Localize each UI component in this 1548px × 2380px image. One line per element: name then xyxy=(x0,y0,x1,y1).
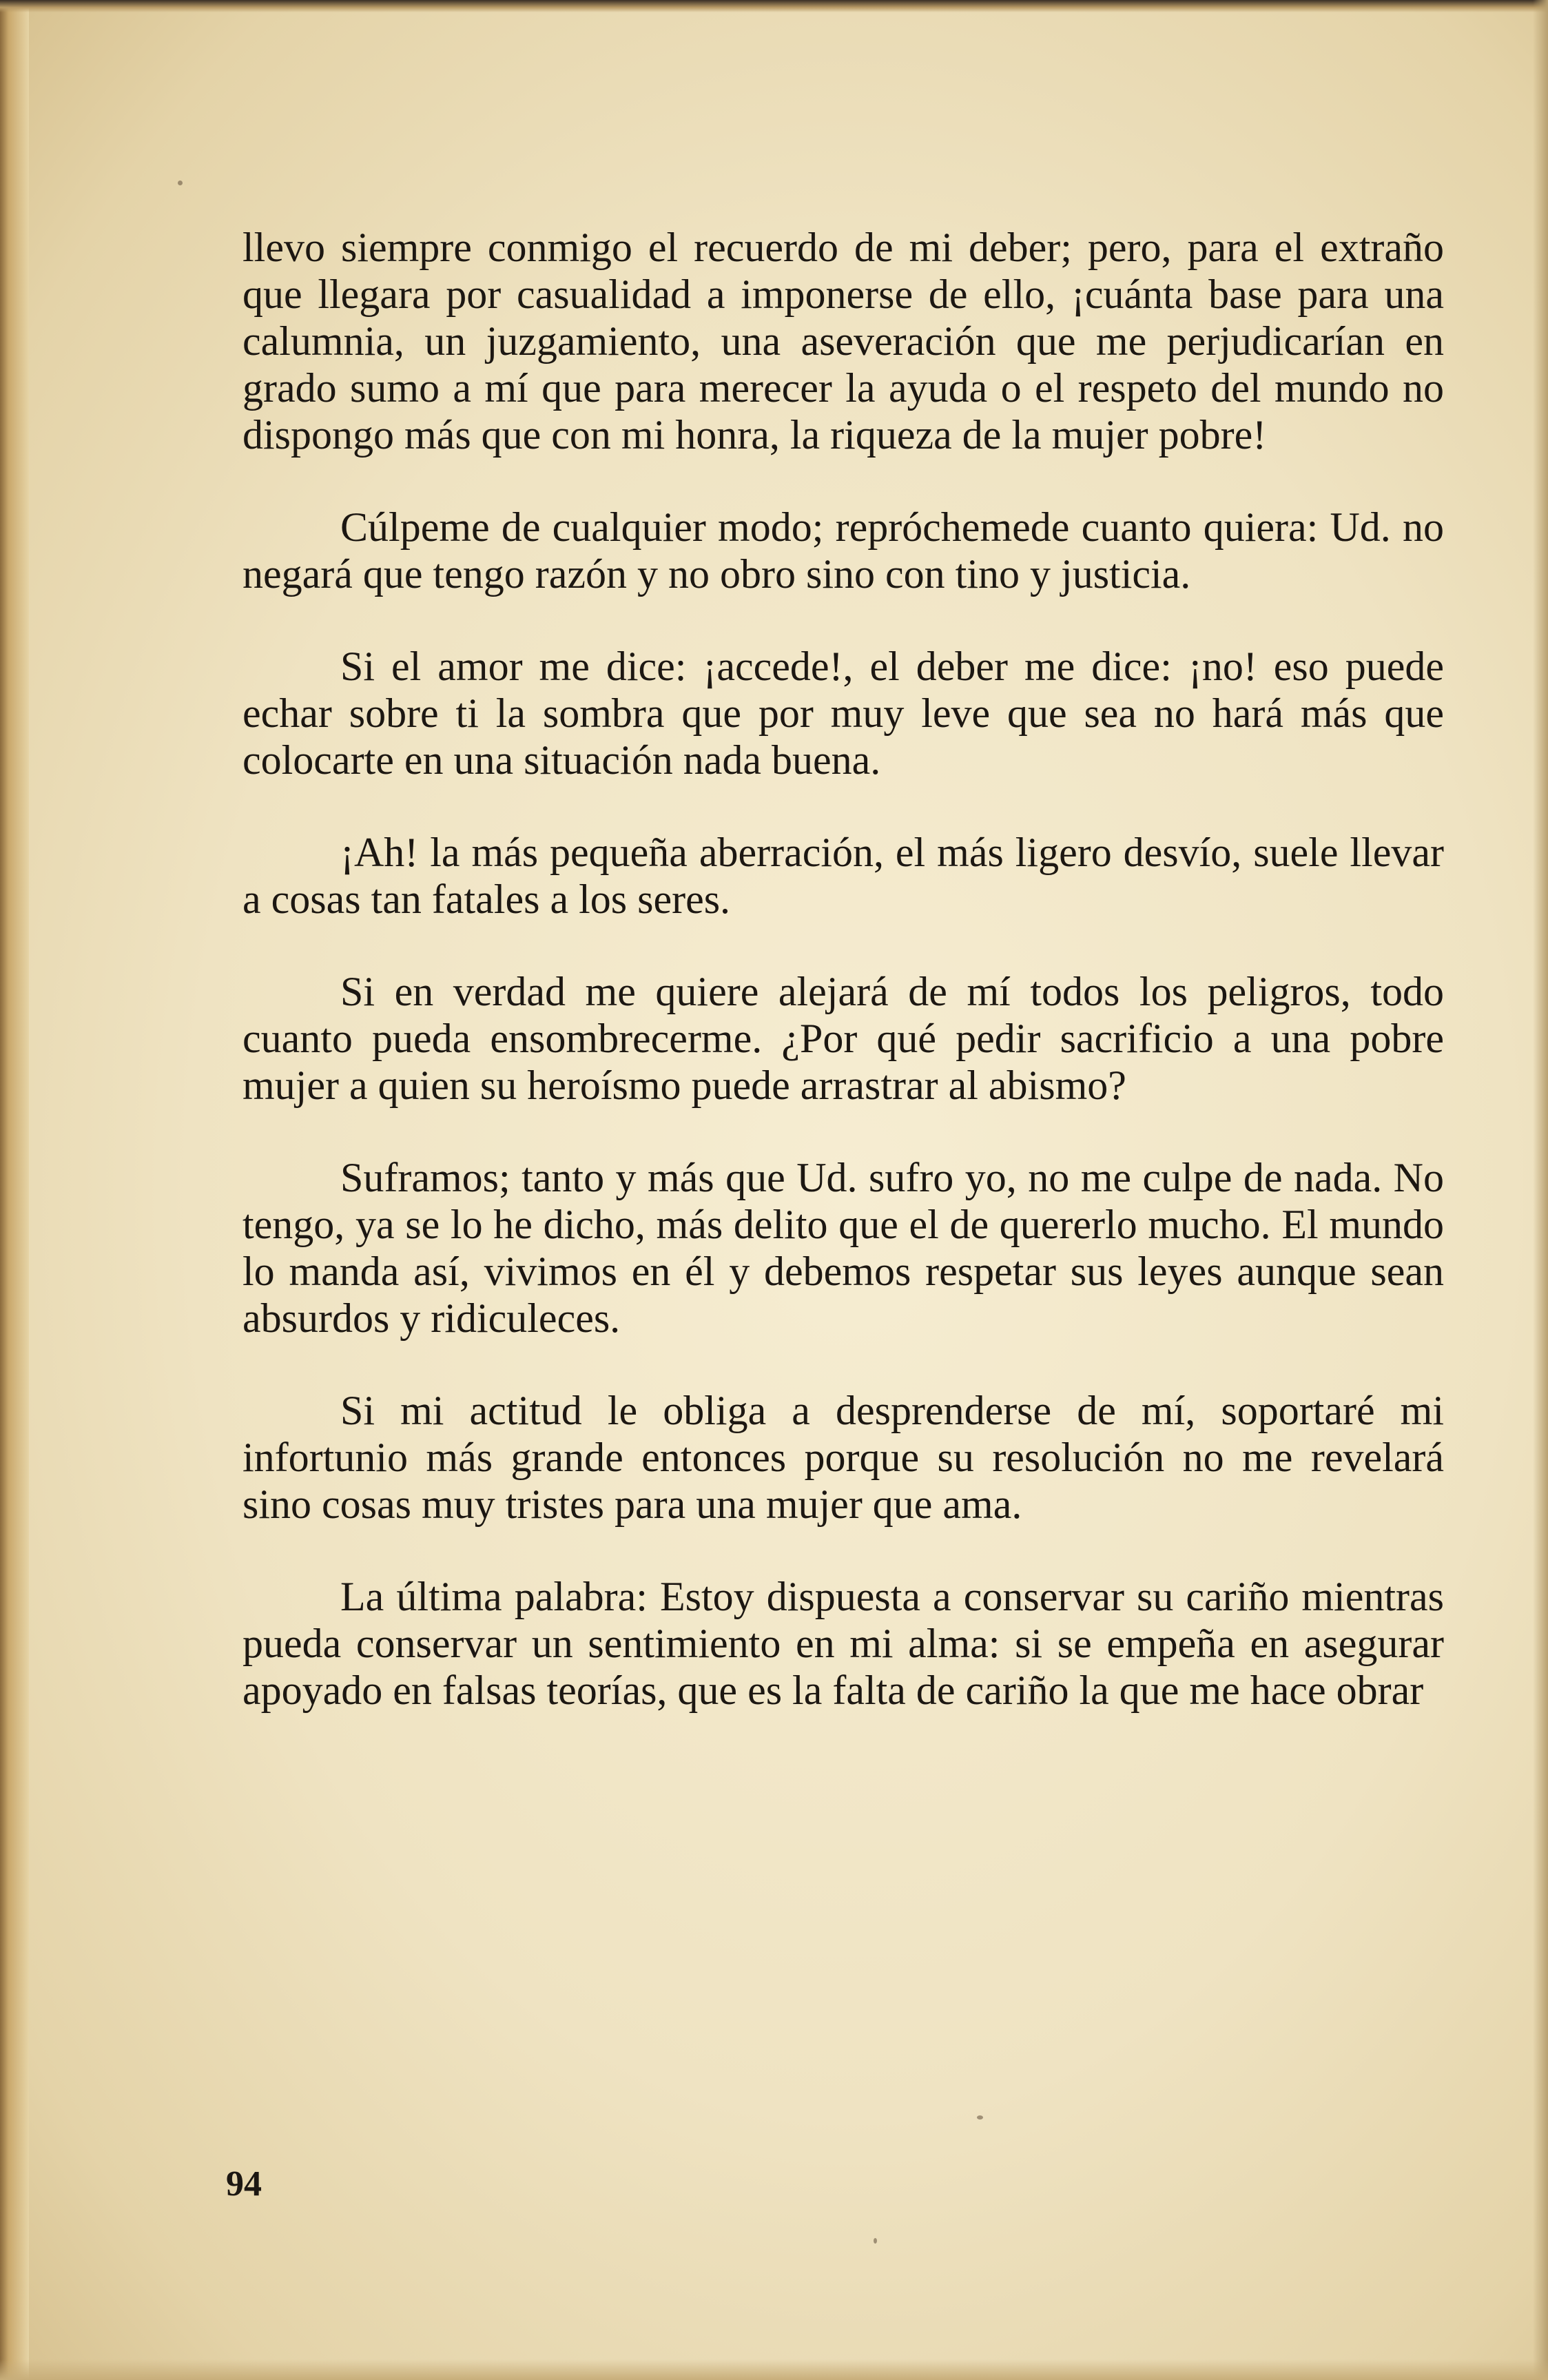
page-right-edge xyxy=(1533,0,1548,2380)
page-bottom-edge xyxy=(0,2359,1548,2380)
paragraph: Si en verdad me quiere alejará de mí todos los peligros, todo cuanto pueda ensombrecerme. ¿Por qué pedir sacrificio a una pobre mujer a quien su heroísmo puede arrastrar al abismo? xyxy=(242,969,1444,1108)
paragraph: Si mi actitud le obliga a desprenderse de mí, soportaré mi infortunio más grande entonces porque su resolución no me revelará sino cosas muy tristes para una mujer que ama. xyxy=(242,1388,1444,1527)
page-top-edge xyxy=(0,0,1548,12)
paragraph: Suframos; tanto y más que Ud. sufro yo, no me culpe de nada. No tengo, ya se lo he dicho, más delito que el de quererlo mucho. El mundo lo manda así, vivimos en él y debemos respetar sus leyes aunque sean absurdos y ridiculeces. xyxy=(242,1155,1444,1341)
page-left-edge xyxy=(0,0,29,2380)
paragraph: llevo siempre conmigo el recuerdo de mi deber; pero, para el extraño que llegara por casualidad a imponerse de ello, ¡cuánta base para una calumnia, un juzgamiento, una aseveración que me perjudicarían en grado sumo a mí que para merecer la ayuda o el respeto del mundo no dispongo más que con mi honra, la riqueza de la mujer pobre! xyxy=(242,225,1444,458)
paragraph: Cúlpeme de cualquier modo; repróchemede cuanto quiera: Ud. no negará que tengo razón y no obro sino con tino y justicia. xyxy=(242,504,1444,597)
paper-speck xyxy=(178,181,183,185)
paragraph: ¡Ah! la más pequeña aberración, el más ligero desvío, suele llevar a cosas tan fatales a los seres. xyxy=(242,830,1444,922)
page-number: 94 xyxy=(226,2164,262,2204)
paragraph: La última palabra: Estoy dispuesta a conservar su cariño mientras pueda conservar un sentimiento en mi alma: si se empeña en asegurar apoyado en falsas teorías, que es la falta de cariño la que me hace obrar xyxy=(242,1574,1444,1713)
paper-speck xyxy=(874,2238,877,2244)
body-text xyxy=(242,224,1444,1759)
paper-speck xyxy=(977,2115,983,2120)
paragraph: Si el amor me dice: ¡accede!, el deber me dice: ¡no! eso puede echar sobre ti la sombra que por muy leve que sea no hará más que colocarte en una situación nada buena. xyxy=(242,644,1444,783)
